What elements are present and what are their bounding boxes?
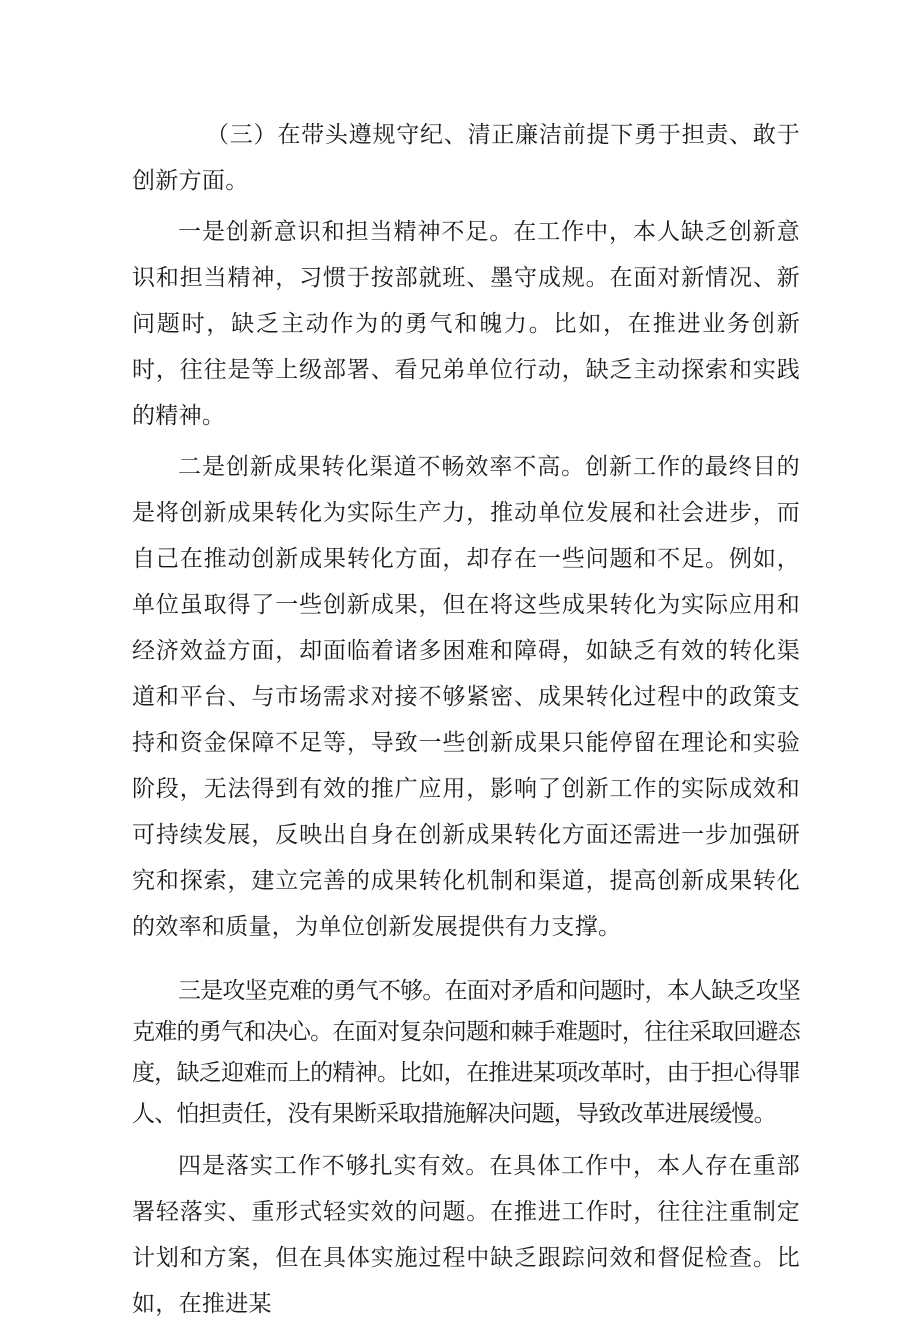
document-body [132, 112, 800, 1327]
paragraph-courage: 三是攻坚克难的勇气不够。在面对矛盾和问题时，本人缺乏攻坚克难的勇气和决心。在面对复杂问题和棘手难题时，往往采取回避态度，缺乏迎难而上的精神。比如，在推进某项改革时，由于担心得罪人、怕担责任，没有果断采取措施解决问题，导致改革进展缓慢。 [132, 978, 800, 1127]
paragraph-innovation-transfer: 二是创新成果转化渠道不畅效率不高。创新工作的最终目的是将创新成果转化为实际生产力，推动单位发展和社会进步，而自己在推动创新成果转化方面，却存在一些问题和不足。例如，单位虽取得了一些创新成果，但在将这些成果转化为实际应用和经济效益方面，却面临着诸多困难和障碍，如缺乏有效的转化渠道和平台、与市场需求对接不够紧密、成果转化过程中的政策支持和资金保障不足等，导致一些创新成果只能停留在理论和实验阶段，无法得到有效的推广应用，影响了创新工作的实际成效和可持续发展，反映出自身在创新成果转化方面还需进一步加强研究和探索，建立完善的成果转化机制和渠道，提高创新成果转化的效率和质量，为单位创新发展提供有力支撑。 [132, 454, 800, 940]
paragraph-implementation: 四是落实工作不够扎实有效。在具体工作中，本人存在重部署轻落实、重形式轻实效的问题。在推进工作时，往往注重制定计划和方案，但在具体实施过程中缺乏跟踪问效和督促检查。比如，在推进某 [132, 1153, 800, 1317]
section-heading: （三）在带头遵规守纪、清正廉洁前提下勇于担责、敢于创新方面。 [132, 122, 800, 194]
paragraph-innovation-awareness: 一是创新意识和担当精神不足。在工作中，本人缺乏创新意识和担当精神，习惯于按部就班、墨守成规。在面对新情况、新问题时，缺乏主动作为的勇气和魄力。比如，在推进业务创新时，往往是等上级部署、看兄弟单位行动，缺乏主动探索和实践的精神。 [132, 219, 800, 429]
